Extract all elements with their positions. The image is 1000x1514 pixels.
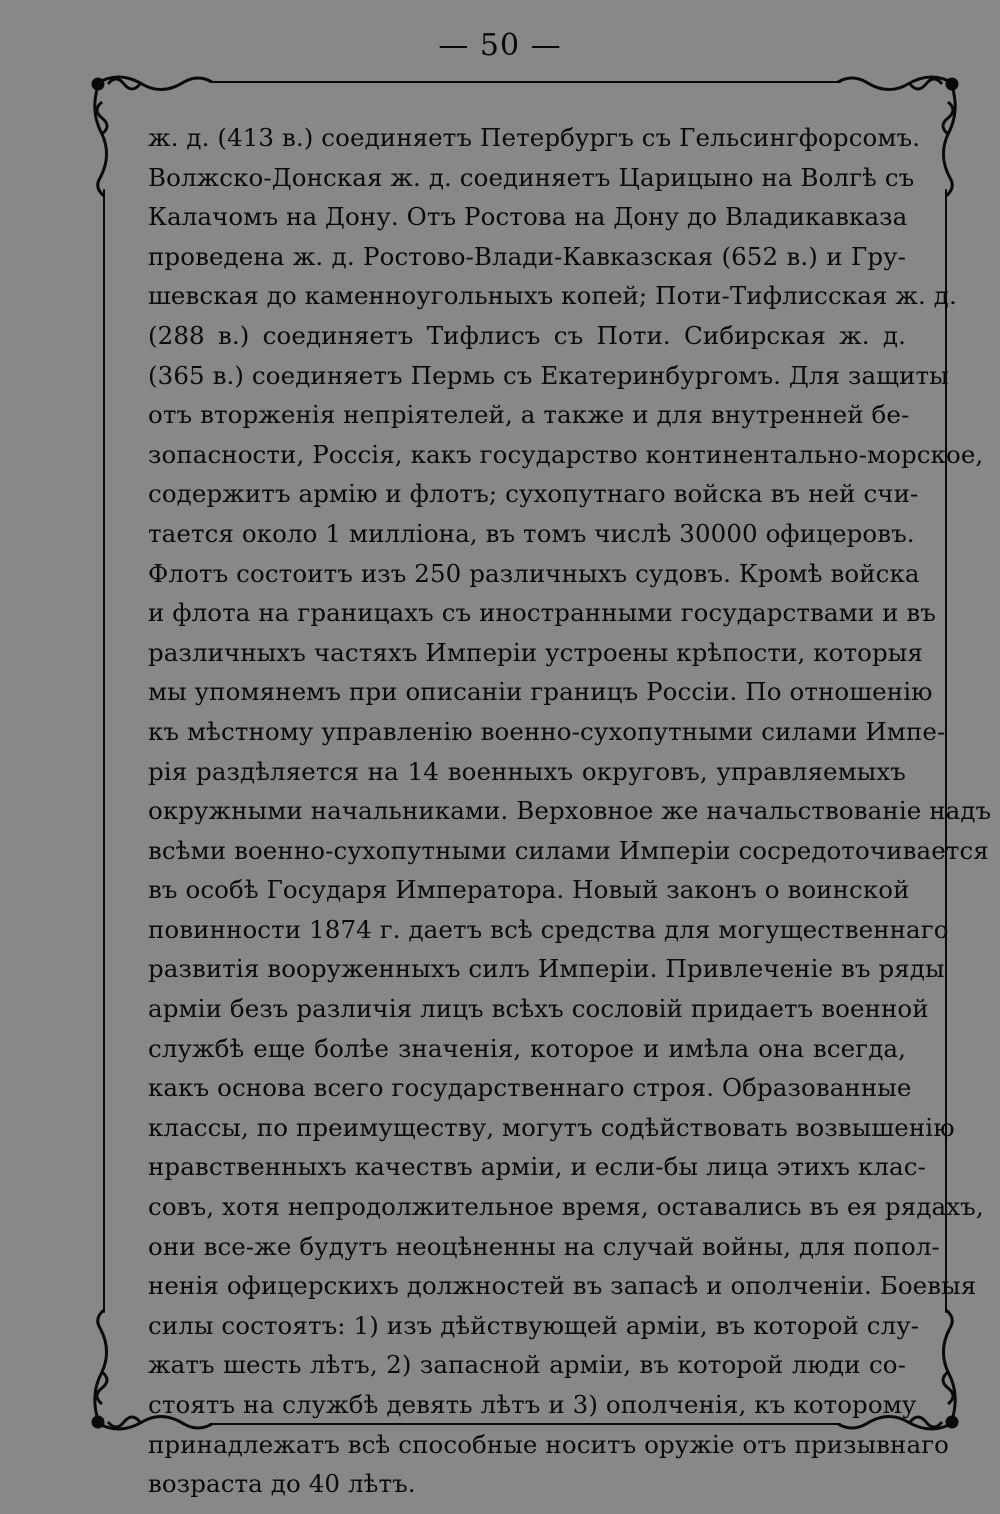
text-line: Волжско-Донская ж. д. соединяетъ Царицыно на Волгѣ съ [148,162,915,192]
text-line: повинности 1874 г. даетъ всѣ средства для могущественнаго [148,914,949,944]
body-text [148,118,992,1504]
text-line: мы упомянемъ при описаніи границъ Россіи. По отношенію [148,677,933,707]
text-line: они все-же будутъ неоцѣненны на случай войны, для попол- [148,1231,940,1261]
text-line: возраста до 40 лѣтъ. [148,1469,416,1499]
text-line: шевская до каменноугольныхъ копей; Поти-Тифлисская ж. д. [148,281,957,311]
text-line: содержитъ армію и флотъ; сухопутнаго войска въ ней счи- [148,479,919,509]
text-line: стоятъ на службѣ девять лѣтъ и 3) ополченія, къ которому [148,1390,917,1419]
text-line: какъ основа всего государственнаго строя. Образованные [148,1073,912,1103]
text-line: отъ вторженія непріятелей, а также и для внутренней бе- [148,400,910,430]
text-line: классы, по преимуществу, могутъ содѣйствовать возвышенію [148,1112,955,1142]
text-line: развитія вооруженныхъ силъ Имперіи. Привлеченіе въ ряды [148,954,945,984]
text-line: арміи безъ различія лицъ всѣхъ сословій придаетъ военной [148,994,929,1024]
text-line: жатъ шесть лѣтъ, 2) запасной арміи, въ которой люди со- [148,1350,906,1380]
text-line: нравственныхъ качествъ арміи, и если-бы лица этихъ клас- [148,1152,926,1182]
text-line: къ мѣстному управленію военно-сухопутными силами Импе- [148,716,946,746]
text-line: ненія офицерскихъ должностей въ запасѣ и ополченіи. Боевыя [148,1271,977,1301]
page-number: — 50 — [438,28,562,63]
text-line: рія раздѣляется на 14 военныхъ округовъ, управляемыхъ [148,756,906,786]
text-line: различныхъ частяхъ Имперіи устроены крѣпости, которыя [148,637,923,667]
text-line: всѣми военно-сухопутными силами Имперіи сосредоточивается [148,835,989,865]
text-line: ж. д. (413 в.) соединяетъ Петербургъ съ Гельсингфорсомъ. [148,123,921,152]
text-line: зопасности, Россія, какъ государство континентально-морское, [148,439,984,469]
text-line: и флота на границахъ съ иностранными государствами и въ [148,598,936,628]
text-line: окружными начальниками. Верховное же начальствованіе надъ [148,796,992,826]
text-line: Флотъ состоитъ изъ 250 различныхъ судовъ. Кромѣ войска [148,558,920,588]
text-line: принадлежатъ всѣ способные носитъ оружіе отъ призывнаго [148,1429,949,1459]
text-line: силы состоятъ: 1) изъ дѣйствующей арміи, въ которой слу- [148,1310,920,1340]
text-line: Калачомъ на Дону. Отъ Ростова на Дону до Владикавказа [148,202,908,232]
text-line: (365 в.) соединяетъ Пермь съ Екатеринбургомъ. Для защиты [148,360,949,390]
text-line: въ особѣ Государя Императора. Новый законъ о воинской [148,875,910,905]
text-line: (288 в.) соединяетъ Тифлисъ съ Поти. Сибирская ж. д. [148,320,906,350]
text-line: службѣ еще болѣе значенія, которое и имѣла она всегда, [148,1033,906,1063]
text-line: совъ, хотя непродолжительное время, оставались въ ея рядахъ, [148,1192,984,1222]
text-line: тается около 1 милліона, въ томъ числѣ 30000 офицеровъ. [148,518,915,548]
text-line: проведена ж. д. Ростово-Влади-Кавказская (652 в.) и Гру- [148,241,906,271]
